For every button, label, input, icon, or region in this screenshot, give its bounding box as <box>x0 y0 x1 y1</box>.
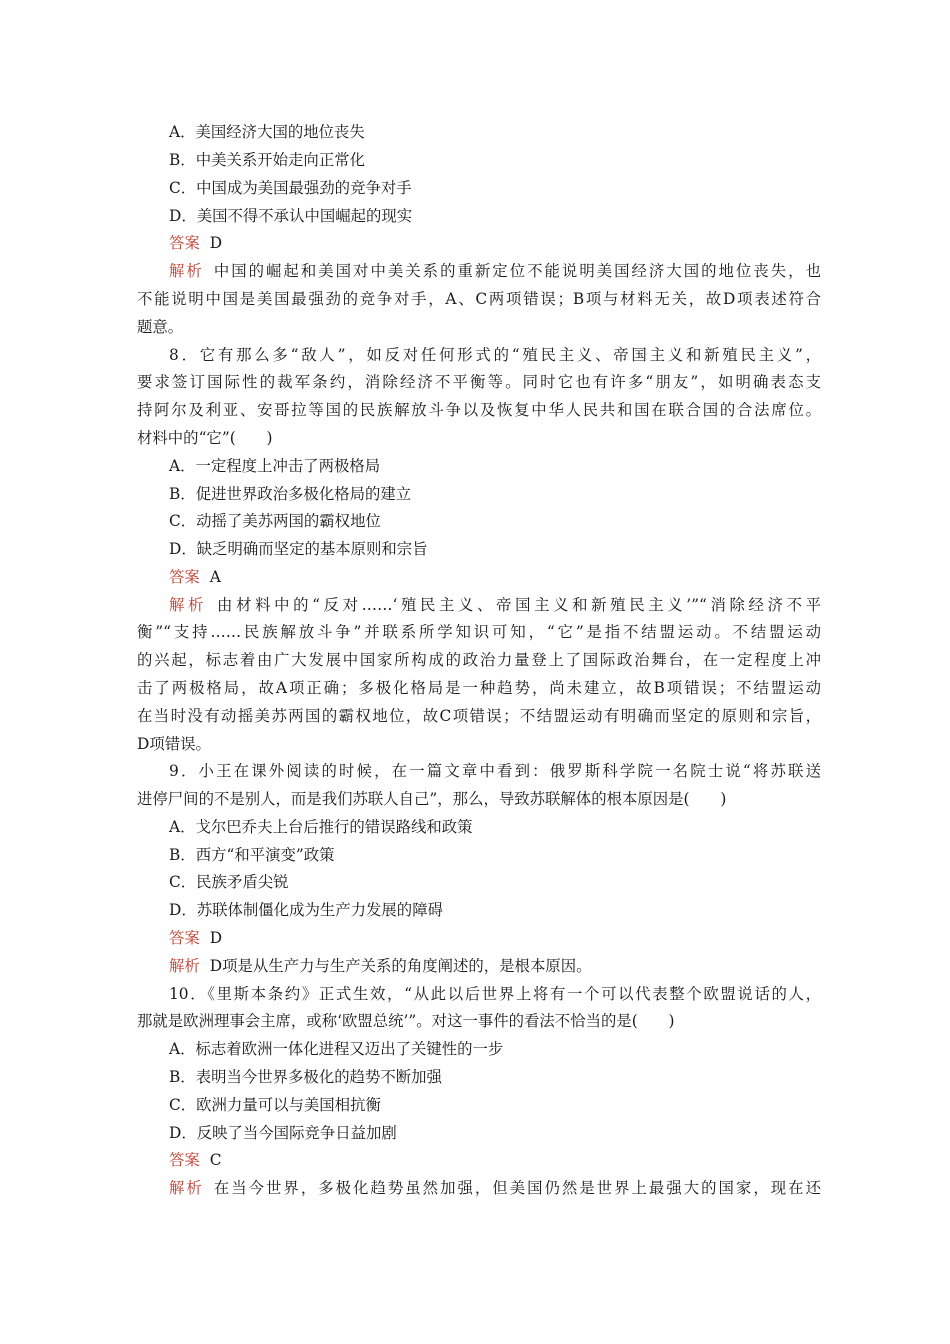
q7-answer-row <box>169 233 821 253</box>
q7-answer-value: D <box>209 234 223 252</box>
q9-stem-line-1: 9．小王在课外阅读的时候，在一篇文章中看到：俄罗斯科学院一名院士说“将苏联送 <box>169 762 821 780</box>
q8-stem-line-1: 8．它有那么多“敌人”，如反对任何形式的“殖民主义、帝国主义和新殖民主义”， <box>169 346 821 364</box>
q10-option-c: C．欧洲力量可以与美国相抗衡 <box>169 1096 381 1114</box>
q9-answer-value: D <box>209 929 223 947</box>
q10-option-b: B．表明当今世界多极化的趋势不断加强 <box>169 1068 442 1086</box>
q9-analysis-label: 解析 <box>169 957 200 975</box>
q9-analysis-text-1: D项是从生产力与生产关系的角度阐述的，是根本原因。 <box>209 957 592 975</box>
q7-answer-label: 答案 <box>169 234 200 252</box>
q8-analysis-line-3: 的兴起，标志着由广大发展中国家所构成的政治力量登上了国际政治舞台，在一定程度上冲 <box>137 651 821 669</box>
q10-stem-line-2: 那就是欧洲理事会主席，或称‘欧盟总统’”。对这一事件的看法不恰当的是( ) <box>137 1012 675 1030</box>
q8-answer-label: 答案 <box>169 568 200 586</box>
q8-analysis-line-5: 在当时没有动摇美苏两国的霸权地位，故C项错误；不结盟运动有明确而坚定的原则和宗旨， <box>137 707 821 725</box>
q8-stem-line-2: 要求签订国际性的裁军条约，消除经济不平衡等。同时它也有许多“朋友”，如明确表态支 <box>137 373 821 391</box>
q8-answer-row <box>169 567 821 587</box>
q9-analysis-line-1 <box>169 956 821 976</box>
q7-option-d: D．美国不得不承认中国崛起的现实 <box>169 207 413 225</box>
q8-stem-line-4: 材料中的“它”( ) <box>137 429 273 447</box>
q8-option-a: A．一定程度上冲击了两极格局 <box>169 457 381 475</box>
q9-answer-row <box>169 928 821 948</box>
q8-stem-line-3: 持阿尔及利亚、安哥拉等国的民族解放斗争以及恢复中华人民共和国在联合国的合法席位。 <box>137 401 821 419</box>
q7-analysis-text-1: 中国的崛起和美国对中美关系的重新定位不能说明美国经济大国的地位丧失，也 <box>213 262 821 280</box>
q10-answer-row <box>169 1150 821 1170</box>
q10-analysis-line-1 <box>169 1178 821 1198</box>
q8-option-d: D．缺乏明确而坚定的基本原则和宗旨 <box>169 540 428 558</box>
q9-option-c: C．民族矛盾尖锐 <box>169 873 289 891</box>
q7-option-a: A．美国经济大国的地位丧失 <box>169 123 365 141</box>
q8-answer-value: A <box>209 568 221 586</box>
q8-analysis-line-1 <box>169 595 821 615</box>
q8-option-b: B．促进世界政治多极化格局的建立 <box>169 485 412 503</box>
q7-analysis-label: 解析 <box>169 262 204 280</box>
q10-answer-label: 答案 <box>169 1151 200 1169</box>
q10-option-d: D．反映了当今国际竞争日益加剧 <box>169 1124 397 1142</box>
q9-option-b: B．西方“和平演变”政策 <box>169 846 335 864</box>
q8-option-c: C．动摇了美苏两国的霸权地位 <box>169 512 381 530</box>
q9-option-d: D．苏联体制僵化成为生产力发展的障碍 <box>169 901 443 919</box>
q9-stem-line-2: 进停尸间的不是别人，而是我们苏联人自己”，那么，导致苏联解体的根本原因是( ) <box>137 790 727 808</box>
q8-analysis-line-6: D项错误。 <box>137 735 211 753</box>
q7-analysis-line-3: 题意。 <box>137 318 184 336</box>
q7-analysis-line-2: 不能说明中国是美国最强劲的竞争对手，A、C两项错误；B项与材料无关，故D项表述符合 <box>137 290 821 308</box>
q7-option-c: C．中国成为美国最强劲的竞争对手 <box>169 179 412 197</box>
q7-option-b: B．中美关系开始走向正常化 <box>169 151 365 169</box>
q10-analysis-text-1: 在当今世界，多极化趋势虽然加强，但美国仍然是世界上最强大的国家，现在还 <box>213 1179 821 1197</box>
q9-answer-label: 答案 <box>169 929 200 947</box>
q10-answer-value: C <box>209 1151 222 1169</box>
q7-analysis-line-1 <box>169 261 821 281</box>
q10-stem-line-1: 10．《里斯本条约》正式生效，“从此以后世界上将有一个可以代表整个欧盟说话的人， <box>169 985 821 1003</box>
q8-analysis-line-2: 衡”“支持……民族解放斗争”并联系所学知识可知，“它”是指不结盟运动。不结盟运动 <box>137 623 821 641</box>
q10-option-a: A．标志着欧洲一体化进程又迈出了关键性的一步 <box>169 1040 504 1058</box>
q10-analysis-label: 解析 <box>169 1179 204 1197</box>
q9-option-a: A．戈尔巴乔夫上台后推行的错误路线和政策 <box>169 818 473 836</box>
q8-analysis-line-4: 击了两极格局，故A项正确；多极化格局是一种趋势，尚未建立，故B项错误；不结盟运动 <box>137 679 821 697</box>
q8-analysis-label: 解析 <box>169 596 208 614</box>
q8-analysis-text-1: 由材料中的“反对……‘殖民主义、帝国主义和新殖民主义’”“消除经济不平 <box>217 596 821 614</box>
